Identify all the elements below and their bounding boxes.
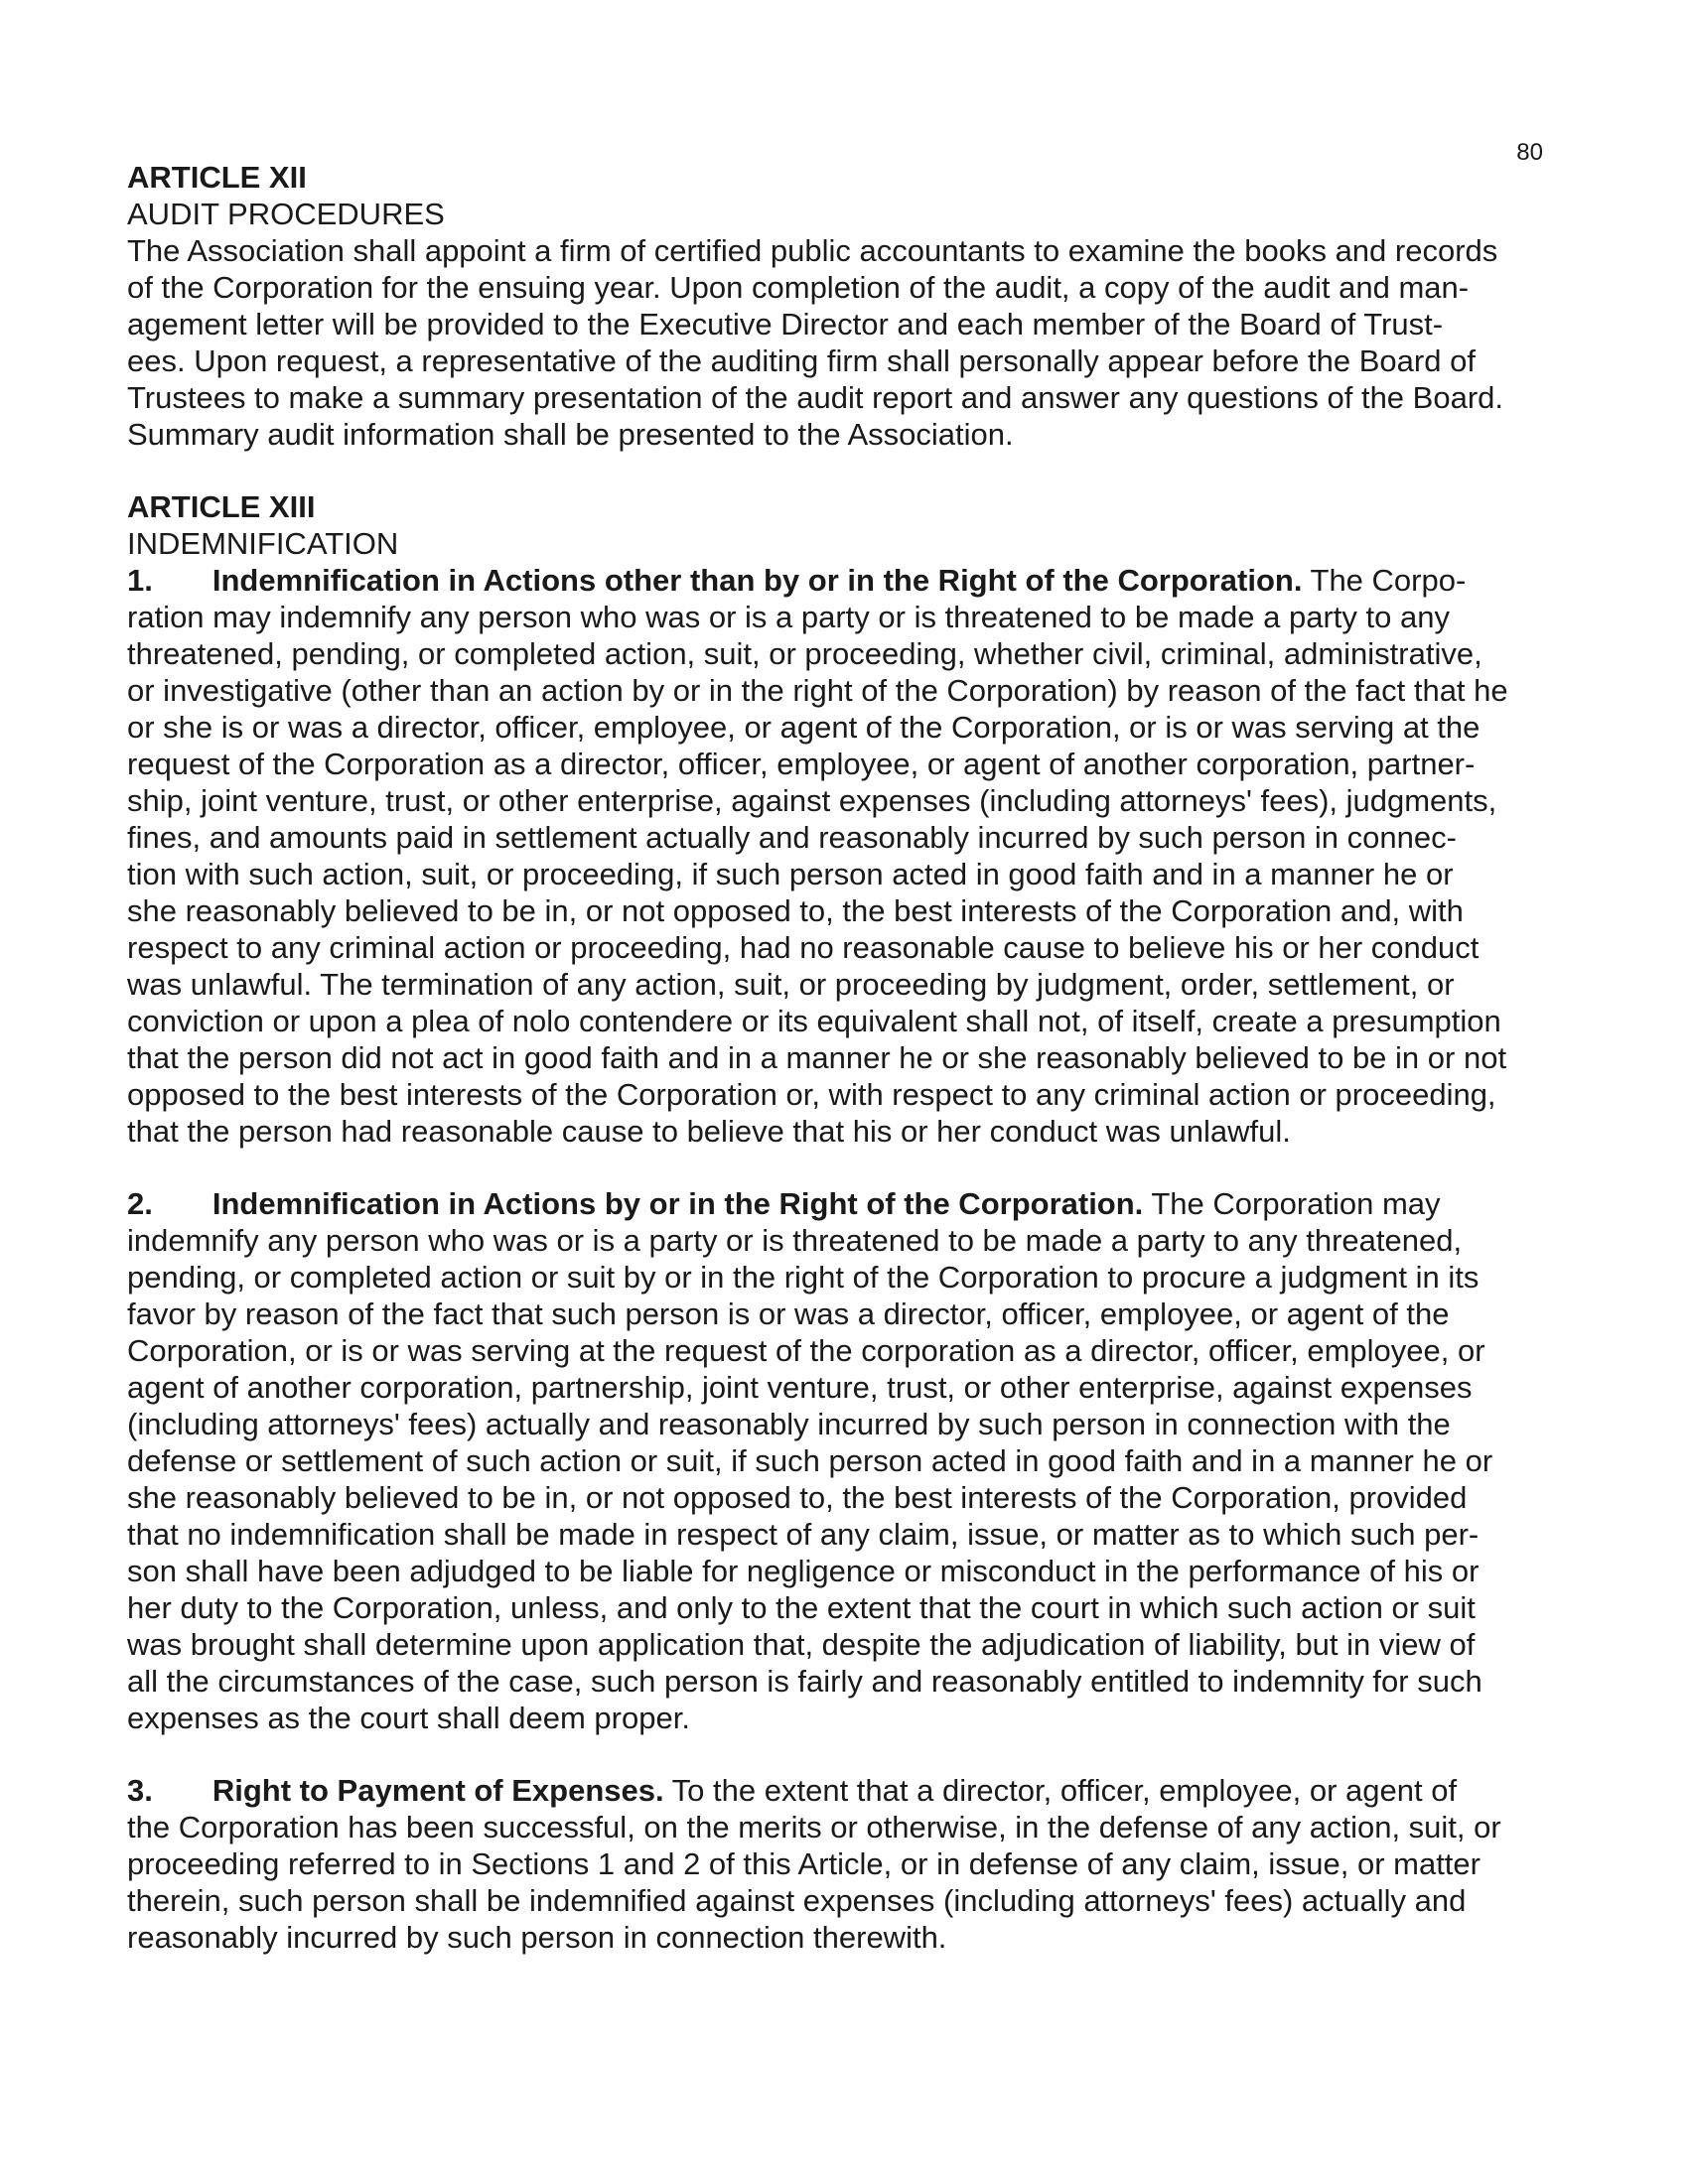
section-first-line bbox=[127, 1185, 1557, 1222]
article-heading: ARTICLE XIII bbox=[127, 489, 316, 524]
section-title: Indemnification in Actions other than by or in the Right of the Corporation. bbox=[212, 563, 1303, 598]
section-body: ration may indemnify any person who was or is a party or is threatened to be made a party to any threatened, pending, or completed action, suit, or proceeding, whether civil, criminal, administrative, or investigative (other than an action by or in the right of the Corporation) by reason of the fact that he or she is or was a director, officer, employee, or agent of the Corporation, or is or was serving at the request of the Corporation as a director, officer, employee, or agent of another corporation, partner- ship, joint venture, trust, or other enterprise, against expenses (including attorneys' fees), judgments, fines, and amounts paid in settlement actually and reasonably incurred by such person in connec- tion with such action, suit, or proceeding, if such person acted in good faith and in a manner he or she reasonably believed to be in, or not opposed to, the best interests of the Corporation and, with respect to any criminal action or proceeding, had no reasonable cause to believe his or her conduct was unlawful. The termination of any action, suit, or proceeding by judgment, order, settlement, or conviction or upon a plea of nolo contendere or its equivalent shall not, of itself, create a presumption that the person did not act in good faith and in a manner he or she reasonably believed to be in or not opposed to the best interests of the Corporation or, with respect to any criminal action or proceeding, that the person had reasonable cause to believe that his or her conduct was unlawful. bbox=[127, 600, 1508, 1149]
section-first-line bbox=[127, 1772, 1557, 1809]
article-subheading: INDEMNIFICATION bbox=[127, 526, 399, 561]
section-1 bbox=[127, 562, 1557, 1150]
section-title: Right to Payment of Expenses. bbox=[212, 1773, 664, 1808]
article-heading: ARTICLE XII bbox=[127, 160, 307, 195]
section-number: 3. bbox=[127, 1773, 153, 1808]
section-2 bbox=[127, 1185, 1557, 1736]
article-subheading: AUDIT PROCEDURES bbox=[127, 197, 445, 231]
section-body: the Corporation has been successful, on the merits or otherwise, in the defense of any action, suit, or proceeding referred to in Sections 1 and 2 of this Article, or in defense of any claim, issue, or matter therein, such person shall be indemnified against expenses (including attorneys' fees) actually and reasonably incurred by such person in connection therewith. bbox=[127, 1810, 1501, 1955]
section-number: 1. bbox=[127, 563, 153, 598]
section-lead: To the extent that a director, officer, employee, or agent of bbox=[663, 1773, 1458, 1808]
section-title: Indemnification in Actions by or in the Right of the Corporation. bbox=[212, 1186, 1144, 1221]
document-body bbox=[127, 159, 1557, 1956]
article-xiii bbox=[127, 488, 1557, 1956]
section-body: indemnify any person who was or is a party or is threatened to be made a party to any threatened, pending, or completed action or suit by or in the right of the Corporation to procure a judgment in its favor by reason of the fact that such person is or was a director, officer, employee, or agent of the Corporation, or is or was serving at the request of the corporation as a director, officer, employee, or agent of another corporation, partnership, joint venture, trust, or other enterprise, against expenses (including attorneys' fees) actually and reasonably incurred by such person in connection with the defense or settlement of such action or suit, if such person acted in good faith and in a manner he or she reasonably believed to be in, or not opposed to, the best interests of the Corporation, provided that no indemnification shall be made in respect of any claim, issue, or matter as to which such per- son shall have been adjudged to be liable for negligence or misconduct in the performance of his or her duty to the Corporation, unless, and only to the extent that the court in which such action or suit was brought shall determine upon application that, despite the adjudication of liability, but in view of all the circumstances of the case, such person is fairly and reasonably entitled to indemnity for such expenses as the court shall deem proper. bbox=[127, 1223, 1493, 1735]
page-number: 80 bbox=[1516, 139, 1543, 166]
article-body: The Association shall appoint a firm of certified public accountants to examine the books and records of the Corporation for the ensuing year. Upon completion of the audit, a copy of the audit and man- agement letter will be provided to the Executive Director and each member of the Board of Trust- ees. Upon request, a representative of the auditing firm shall personally appear before the Board of Trustees to make a summary presentation of the audit report and answer any questions of the Board. Summary audit information shall be presented to the Association. bbox=[127, 233, 1503, 452]
section-3 bbox=[127, 1772, 1557, 1956]
section-lead: The Corporation may bbox=[1143, 1186, 1441, 1221]
article-xii bbox=[127, 159, 1557, 453]
section-lead: The Corpo- bbox=[1302, 563, 1467, 598]
section-first-line bbox=[127, 562, 1557, 599]
section-number: 2. bbox=[127, 1186, 153, 1221]
